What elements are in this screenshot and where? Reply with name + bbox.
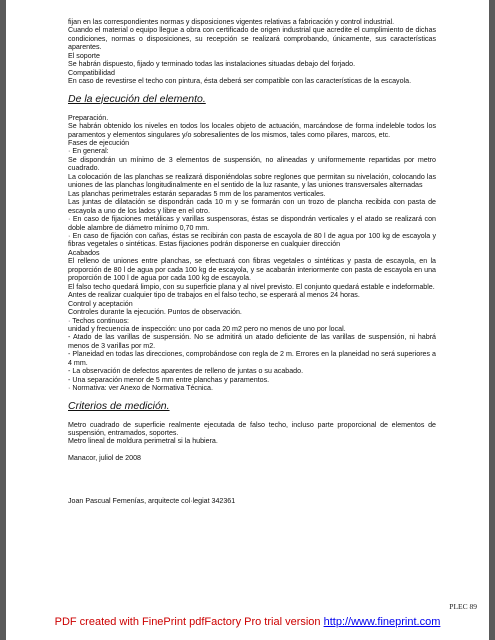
subheading-preparacion: Preparación. <box>68 113 109 122</box>
paragraph: Se habrán dispuesto, fijado y terminado todas las instalaciones situadas debajo del forjado. <box>68 60 356 69</box>
page-content <box>68 18 436 505</box>
pdf-footer <box>6 616 489 628</box>
heading-criterios: Criterios de medición. <box>68 399 170 412</box>
paragraph: En caso de revestirse el techo con pintura, ésta deberá ser compatible con las características de la escayola. <box>68 77 412 86</box>
document-page <box>6 0 489 640</box>
paragraph: Las juntas de dilatación se dispondrán cada 10 m y se formarán con un trozo de plancha recibida con pasta de escayola a uno de los lados y libre en el otro. <box>68 198 436 215</box>
paragraph: - Una separación menor de 5 mm entre planchas y paramentos. <box>68 375 270 384</box>
heading-ejecucion: De la ejecución del elemento. <box>68 92 206 105</box>
section-ejecucion <box>68 114 436 393</box>
paragraph: Las planchas perimetrales estarán separadas 5 mm de los paramentos verticales. <box>68 189 326 198</box>
paragraph: Antes de realizar cualquier tipo de trabajos en el falso techo, se esperará al menos 24 horas. <box>68 291 360 300</box>
paragraph: Metro lineal de moldura perimetral si la hubiera. <box>68 437 218 446</box>
paragraph: unidad y frecuencia de inspección: uno por cada 20 m2 pero no menos de uno por local. <box>68 324 346 333</box>
subheading-compatibilidad: Compatibilidad <box>68 68 115 77</box>
section-soporte <box>68 18 436 86</box>
subheading-control: Control y aceptación <box>68 299 133 308</box>
paragraph: Cuando el material o equipo llegue a obra con certificado de origen industrial que acredite el cumplimiento de dichas condiciones, normas o disposiciones, su recepción se realizará comprobando, únicamente, sus características aparentes. <box>68 26 436 52</box>
place-date: Manacor, juliol de 2008 <box>68 454 141 463</box>
paragraph: Controles durante la ejecución. Puntos de observación. <box>68 308 242 317</box>
subheading-acabados: Acabados <box>68 248 100 257</box>
paragraph: - La observación de defectos aparentes de relleno de juntas o su acabado. <box>68 367 304 376</box>
paragraph: Metro cuadrado de superficie realmente ejecutada de falso techo, incluso parte proporcional de elementos de suspensión, entramados, soportes. <box>68 420 436 438</box>
paragraph: El relleno de uniones entre planchas, se efectuará con fibras vegetales o sintéticas y pasta de escayola, en la proporción de 80 l de agua por cada 100 kg de escayola, y se acabarán interiormente con pasta de escayola en una proporción de 100 l de agua por cada 100 kg de escayola. <box>68 257 436 283</box>
footer-link[interactable]: http://www.fineprint.com <box>323 616 441 628</box>
section-criterios <box>68 421 436 446</box>
paragraph: · Normativa: ver Anexo de Normativa Técnica. <box>68 384 213 393</box>
paragraph: · En general: <box>68 147 109 156</box>
paragraph: · En caso de fijaciones metálicas y varillas suspensoras, éstas se dispondrán verticales y el atado se realizará con doble alambre de diámetro mínimo 0,70 mm. <box>68 215 436 232</box>
paragraph: Se habrán obtenido los niveles en todos los locales objeto de actuación, marcándose de forma indeleble todos los paramentos y elementos singulares y/o sobresalientes de los mismos, tales como pilares, marcos, etc. <box>68 122 436 139</box>
paragraph: - Atado de las varillas de suspensión. No se admitirá un atado deficiente de las varillas de suspensión, ni habrá menos de 3 varillas por m2. <box>68 333 436 350</box>
page-number: PLEC 89 <box>449 602 477 611</box>
subheading-fases: Fases de ejecución <box>68 138 130 147</box>
paragraph: · Techos continuos: <box>68 316 129 325</box>
paragraph: Se dispondrán un mínimo de 3 elementos de suspensión, no alineadas y uniformemente repartidas por metro cuadrado. <box>68 155 436 173</box>
footer-text: PDF created with FinePrint pdfFactory Pro trial version <box>54 616 324 628</box>
paragraph: · En caso de fijación con cañas, éstas se recibirán con pasta de escayola de 80 l de agua por 100 kg de escayola y fibras vegetales o sintéticas. Estas fijaciones podrán disponerse en cualquier dirección <box>68 231 436 249</box>
paragraph: El falso techo quedará limpio, con su superficie plana y al nivel previsto. El conjunto quedará estable e indeformable. <box>68 282 435 291</box>
paragraph: - Planeidad en todas las direcciones, comprobándose con regla de 2 m. Errores en la planeidad no será superiores a 4 mm. <box>68 350 436 367</box>
paragraph: fijan en las correspondientes normas y disposiciones vigentes relativas a fabricación y control industrial. <box>68 18 395 26</box>
paragraph: La colocación de las planchas se realizará disponiéndolas sobre reglones que permitan su nivelación, colocando las uniones de las planchas longitudinalmente en el sentido de la luz rasante, y las uniones transversales alternadas <box>68 172 436 190</box>
subheading-soporte: El soporte <box>68 51 100 60</box>
signature: Joan Pascual Femenías, arquitecte col·legiat 342361 <box>68 496 236 505</box>
